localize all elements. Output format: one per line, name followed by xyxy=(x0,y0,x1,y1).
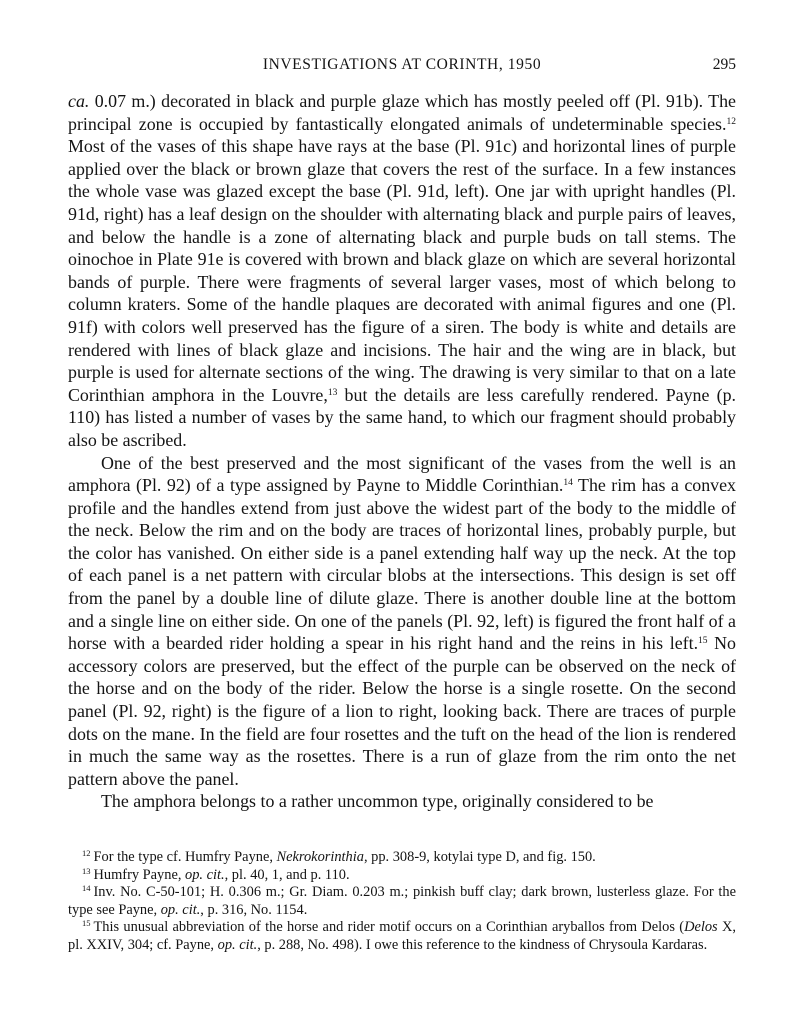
text-span: The amphora belongs to a rather uncommon type, originally considered to be xyxy=(101,791,654,812)
footnote-13 xyxy=(68,867,736,885)
page-number: 295 xyxy=(712,56,736,73)
footnotes xyxy=(68,849,736,955)
text-span: Humfry Payne, xyxy=(93,866,186,883)
text-span: , pp. 308-9, kotylai type D, and fig. 150. xyxy=(363,849,596,865)
text-span: 0.07 m.) decorated in black and purple glaze which has mostly peeled off (Pl. 91b). The principal zone is occupied by fantastically elongated animals of undeterminable species. xyxy=(68,91,736,134)
italic-text: op. cit. xyxy=(160,901,201,918)
footnote-ref-14[interactable]: 14 xyxy=(563,478,573,489)
text-span: but the details are less carefully rendered. Payne (p. 110) has listed a number of vases by the same hand, to which our fragment should probably also be ascribed. xyxy=(68,384,736,450)
footnote-15 xyxy=(68,919,736,954)
footnote-14 xyxy=(68,884,736,919)
text-span: , pl. 40, 1, and p. 110. xyxy=(224,866,350,883)
text-span: , p. 316, No. 1154. xyxy=(200,901,308,918)
text-span: One of the best preserved and the most significant of the vases from the well is an amphora (Pl. 92) of a type assigned by Payne to Middle Corinthian. xyxy=(68,452,736,496)
running-header xyxy=(68,56,736,78)
footnote-12 xyxy=(68,849,736,867)
text-span: Most of the vases of this shape have rays at the base (Pl. 91c) and horizontal lines of purple applied over the black or brown glaze that covers the rest of the surface. In a few instances the whole vase was glazed except the base (Pl. 91d, left). One jar with upright handles (Pl. 91d, right) has a leaf design on the shoulder with alternating black and purple pairs of leaves, and below the handle is a zone of alternating black and purple buds on tall stems. The oinochoe in Plate 91e is covered with brown and black glaze on which are several horizontal bands of purple. There were fragments of several larger vases, most of which belong to column kraters. Some of the handle plaques are decorated with animal figures and one (Pl. 91f) with colors well preserved has the figure of a siren. The body is white and details are rendered with lines of black glaze and incisions. The hair and the wing are in black, but purple is used for alternate sections of the wing. The drawing is very similar to that on a late Corinthian amphora in the Louvre, xyxy=(68,136,736,405)
text-span: For the type cf. Humfry Payne, xyxy=(93,849,277,865)
footnote-number: 14 xyxy=(82,883,91,894)
paragraph-1 xyxy=(68,90,736,452)
text-span: This unusual abbreviation of the horse and rider motif occurs on a Corinthian aryballos from Delos ( xyxy=(93,919,685,936)
italic-text: Delos xyxy=(684,919,718,936)
text-span: The rim has a convex profile and the handles extend from just above the widest part of the body to the middle of the neck. Below the rim and on the body are traces of horizontal lines, probably purple, but the color has vanished. On either side is a panel extending half way up the neck. At the top of each panel is a net pattern with circular blobs at the intersections. This design is set off from the panel by a double line of dilute glaze. There is another double line at the bottom and a single line on either side. On one of the panels (Pl. 92, left) is figured the front half of a horse with a bearded rider holding a spear in his right hand and the reins in his left. xyxy=(68,475,736,654)
footnote-number: 15 xyxy=(82,918,91,929)
footnote-ref-12[interactable]: 12 xyxy=(726,116,736,127)
footnote-number: 13 xyxy=(82,865,91,876)
italic-text: op. cit. xyxy=(185,866,225,883)
footnote-number: 12 xyxy=(82,848,91,858)
text-span: Inv. No. C-50-101; H. 0.306 m.; Gr. Diam. 0.203 m.; pinkish buff clay; dark brown, lusterless glaze. For the type see Payne, xyxy=(68,884,736,918)
italic-text: ca. xyxy=(68,91,90,111)
text-span: , p. 288, No. 498). I owe this reference to the kindness of Chrysoula Kardaras. xyxy=(257,936,708,953)
paragraph-3 xyxy=(68,790,736,813)
footnote-ref-15[interactable]: 15 xyxy=(698,636,708,647)
running-title: INVESTIGATIONS AT CORINTH, 1950 xyxy=(262,56,542,73)
italic-text: Nekrokorinthia xyxy=(276,849,364,865)
footnote-ref-13[interactable]: 13 xyxy=(327,387,338,398)
body-text xyxy=(68,90,736,813)
text-span: X, pl. XXIV, 304; cf. Payne, xyxy=(68,919,736,953)
italic-text: op. cit. xyxy=(217,936,258,953)
paragraph-2 xyxy=(68,452,736,791)
text-span: No accessory colors are preserved, but the effect of the purple can be observed on the neck of the horse and on the body of the rider. Below the horse is a single rosette. On the second panel (Pl. 92, right) is the figure of a lion to right, looking back. There are traces of purple dots on the mane. In the field are four rosettes and the tuft on the head of the lion is rendered in much the same way as the rosettes. There is a run of glaze from the rim onto the net pattern above the panel. xyxy=(68,633,736,789)
